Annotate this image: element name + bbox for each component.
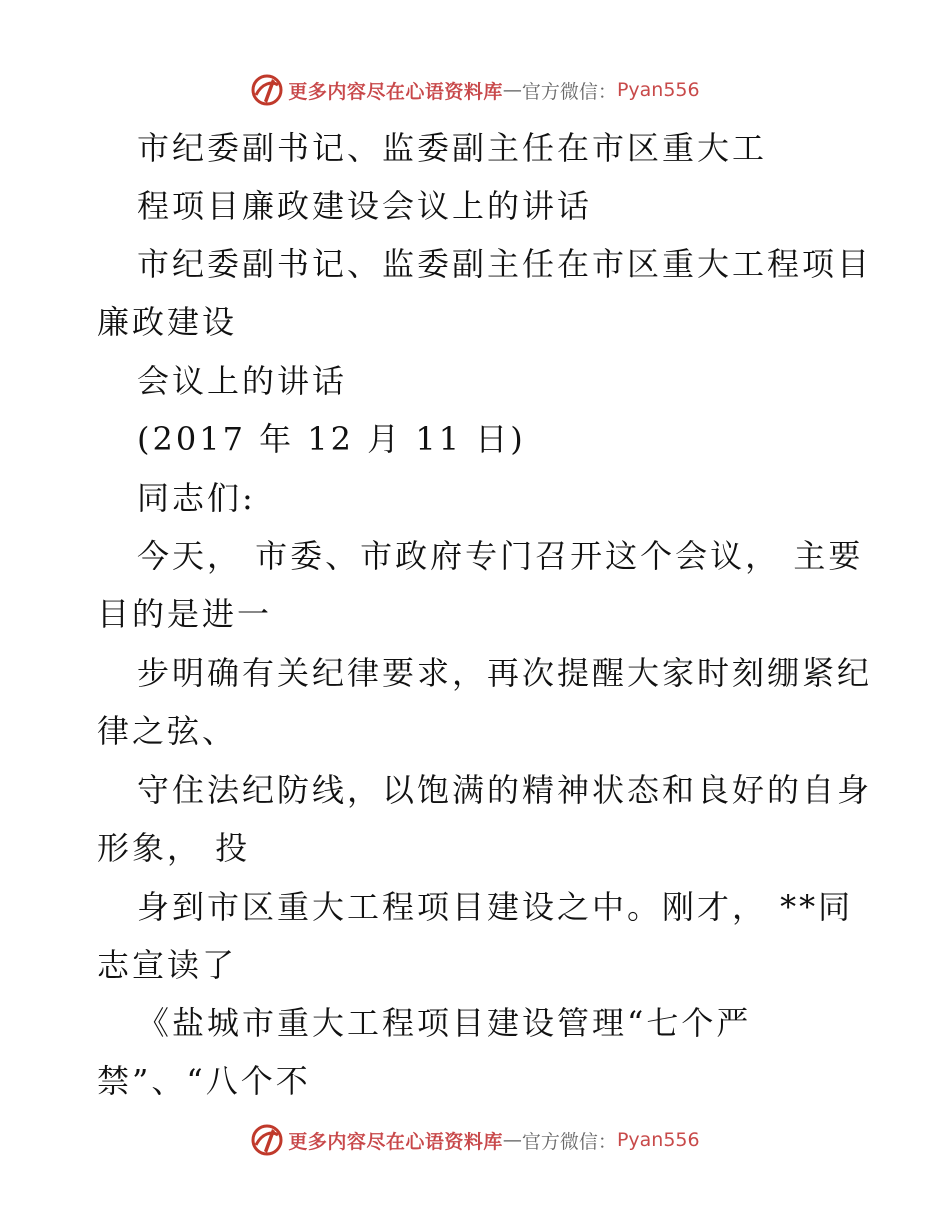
paragraph-line: 目的是进一 — [97, 595, 273, 633]
paragraph-line: 市纪委副书记、监委副主任在市区重大工程项目 — [137, 245, 873, 283]
date-line: (2017 年 12 月 11 日) — [137, 420, 526, 458]
paragraph-line: 禁”、“八个不 — [97, 1062, 311, 1100]
banner-handle: Pyan556 — [616, 1129, 700, 1151]
banner-dash: — — [502, 79, 522, 101]
paragraph-line: 身到市区重大工程项目建设之中。刚才， **同 — [137, 888, 854, 926]
paragraph-line: 会议上的讲话 — [137, 362, 348, 400]
paragraph-line: 律之弦、 — [97, 712, 238, 750]
brand-logo-icon — [250, 73, 284, 107]
paragraph-line: 廉政建设 — [97, 303, 238, 341]
title-line-1: 市纪委副书记、监委副主任在市区重大工 — [137, 129, 768, 167]
banner-suffix: 官方微信： — [521, 1130, 617, 1153]
paragraph-line: 守住法纪防线，以饱满的精神状态和良好的自身 — [137, 771, 873, 809]
watermark-banner-bottom — [0, 1120, 950, 1160]
banner-handle: Pyan556 — [616, 79, 700, 101]
banner-brand-text: 更多内容尽在心语资料库 — [288, 1130, 503, 1153]
banner-brand-text: 更多内容尽在心语资料库 — [288, 80, 503, 103]
banner-suffix: 官方微信： — [521, 80, 617, 103]
watermark-banner-top — [0, 70, 950, 110]
banner-dash: — — [502, 1129, 522, 1151]
salutation-line: 同志们: — [137, 479, 256, 517]
paragraph-line: 形象， 投 — [97, 829, 251, 867]
paragraph-line: 志宣读了 — [97, 946, 238, 984]
brand-logo-icon — [250, 1123, 284, 1157]
paragraph-line: 《盐城市重大工程项目建设管理“七个严 — [137, 1004, 752, 1042]
title-line-2: 程项目廉政建设会议上的讲话 — [137, 187, 593, 225]
paragraph-line: 步明确有关纪律要求，再次提醒大家时刻绷紧纪 — [137, 654, 873, 692]
paragraph-line: 今天， 市委、市政府专门召开这个会议， 主要 — [137, 537, 864, 575]
